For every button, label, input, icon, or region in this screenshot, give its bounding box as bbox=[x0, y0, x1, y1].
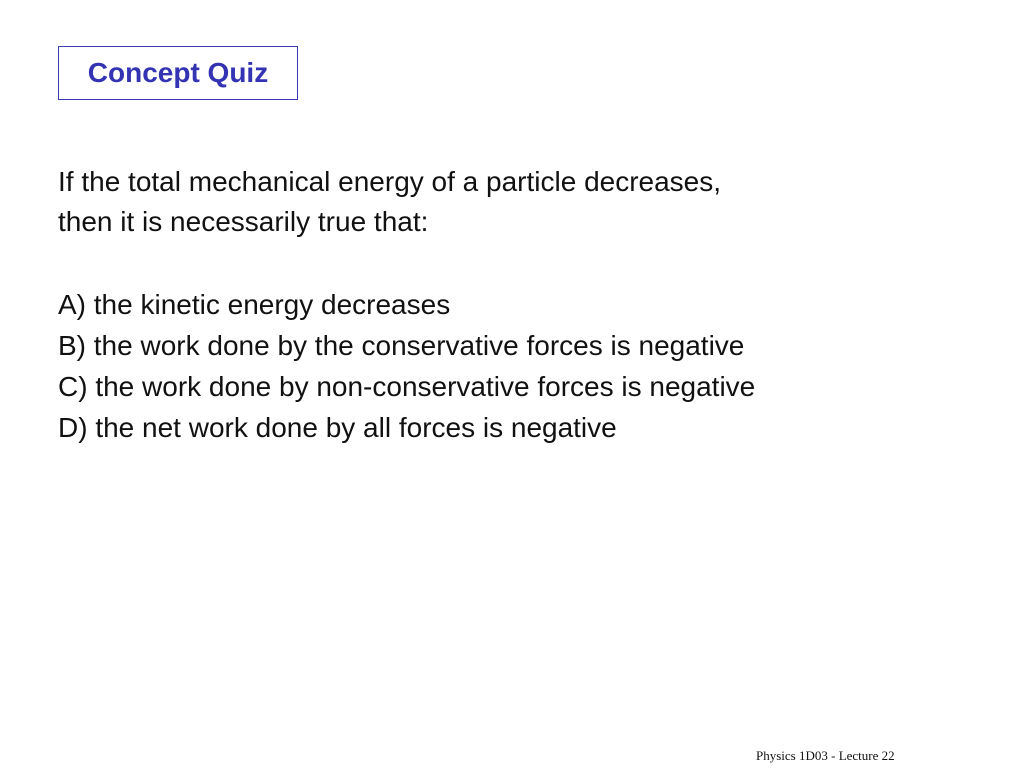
option-b: B) the work done by the conservative forces is negative bbox=[58, 330, 745, 361]
question-text bbox=[58, 162, 958, 242]
question-line-2: then it is necessarily true that: bbox=[58, 206, 429, 237]
option-a: A) the kinetic energy decreases bbox=[58, 289, 451, 320]
option-c: C) the work done by non-conservative forces is negative bbox=[58, 371, 756, 402]
slide-title: Concept Quiz bbox=[87, 57, 269, 88]
answer-options bbox=[58, 284, 998, 448]
title-box bbox=[58, 46, 298, 100]
question-line-1: If the total mechanical energy of a particle decreases, bbox=[58, 166, 722, 197]
slide-footer: Physics 1D03 - Lecture 22 bbox=[756, 748, 895, 763]
option-d: D) the net work done by all forces is negative bbox=[58, 412, 617, 443]
